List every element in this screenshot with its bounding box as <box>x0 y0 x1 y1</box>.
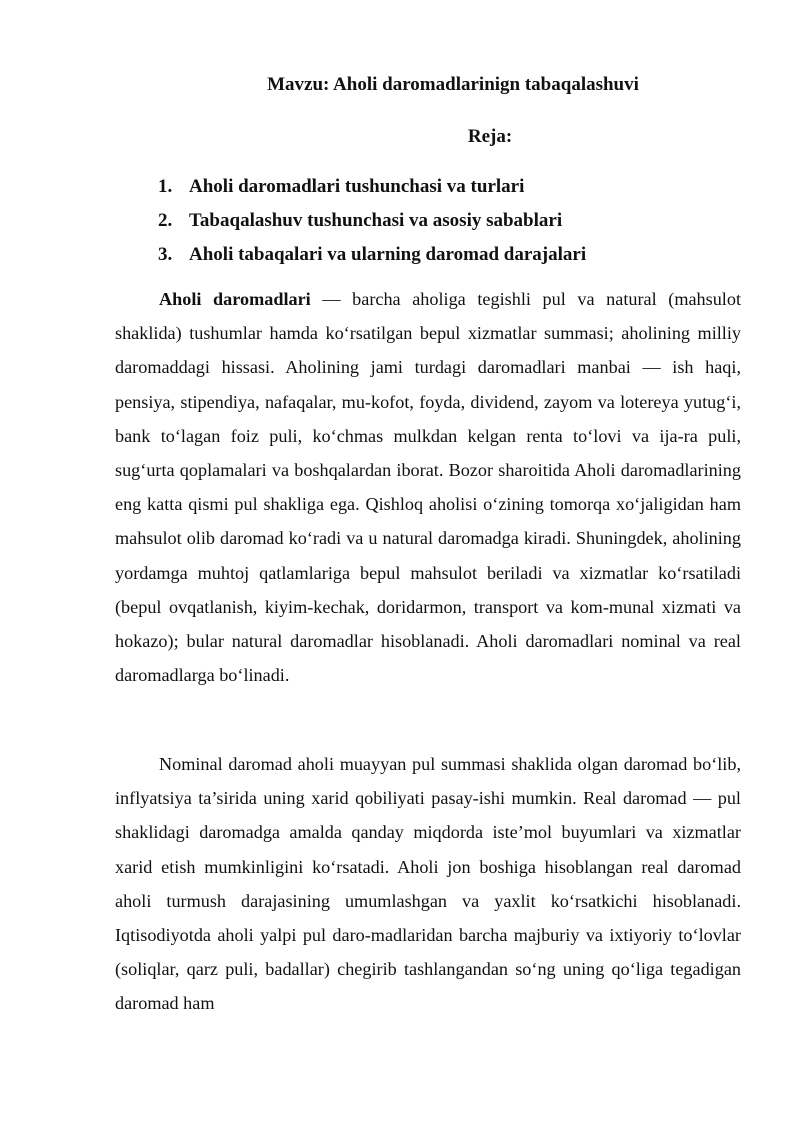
paragraph-nominal-real-income <box>115 747 741 1021</box>
plan-item-text: Tabaqalashuv tushunchasi va asosiy sabablari <box>189 210 563 231</box>
plan-heading: Reja: <box>467 126 513 147</box>
paragraph-text: — barcha aholiga tegishli pul va natural (mahsulot shaklida) tushumlar hamda koʻrsatilgan bepul xizmatlar summasi; aholining milliy daromaddagi hissasi. Aholining jami turdagi daromadlari manbai — ish haqi, pensiya, stipendiya, nafaqalar, mu-kofot, foyda, dividend, zayom va lotereya yutugʻi, bank toʻlagan foiz puli, koʻchmas mulkdan kelgan renta toʻlovi va ija-ra puli, sugʻurta qoplamalari va boshqalardan iborat. Bozor sharoitida Aholi daromadlarining eng katta qismi pul shakliga ega. Qishloq aholisi oʻzining tomorqa xoʻjaligidan ham mahsulot olib daromad koʻradi va u natural daromadga kiradi. Shuningdek, aholining yordamga muhtoj qatlamlariga bepul mahsulot beriladi va xizmatlar koʻrsatiladi (bepul ovqatlanish, kiyim-kechak, doridarmon, transport va kom-munal xizmati va hokazo); bular natural daromadlar hisoblanadi. Aholi daromadlari nominal va real daromadlarga boʻlinadi. <box>115 289 741 686</box>
document-title: Mavzu: Aholi daromadlarinign tabaqalashuvi <box>267 74 639 95</box>
plan-item-number: 3. <box>158 244 173 265</box>
paragraph-income-definition <box>115 282 741 692</box>
defined-term: Aholi daromadlari <box>159 289 311 309</box>
plan-item <box>158 204 586 238</box>
plan-item-number: 2. <box>158 210 173 231</box>
plan-item <box>158 238 586 272</box>
plan-item-number: 1. <box>158 176 173 197</box>
plan-item <box>158 170 586 204</box>
plan-item-text: Aholi daromadlari tushunchasi va turlari <box>189 176 525 197</box>
plan-list <box>158 170 586 272</box>
plan-item-text: Aholi tabaqalari va ularning daromad darajalari <box>189 244 587 265</box>
paragraph-text: Nominal daromad aholi muayyan pul summasi shaklida olgan daromad boʻlib, inflyatsiya ta’sirida uning xarid qobiliyati pasay-ishi mumkin. Real daromad — pul shaklidagi daromadga amalda qanday miqdorda iste’mol buyumlari va xizmatlar xarid etish mumkinligini koʻrsatadi. Aholi jon boshiga hisoblangan real daromad aholi turmush darajasining umumlashgan va yaxlit koʻrsatkichi hisoblanadi. Iqtisodiyotda aholi yalpi pul daro-madlaridan barcha majburiy va ixtiyoriy toʻlovlar (soliqlar, qarz puli, badallar) chegirib tashlangandan soʻng uning qoʻliga tegadigan daromad ham <box>115 754 741 1014</box>
